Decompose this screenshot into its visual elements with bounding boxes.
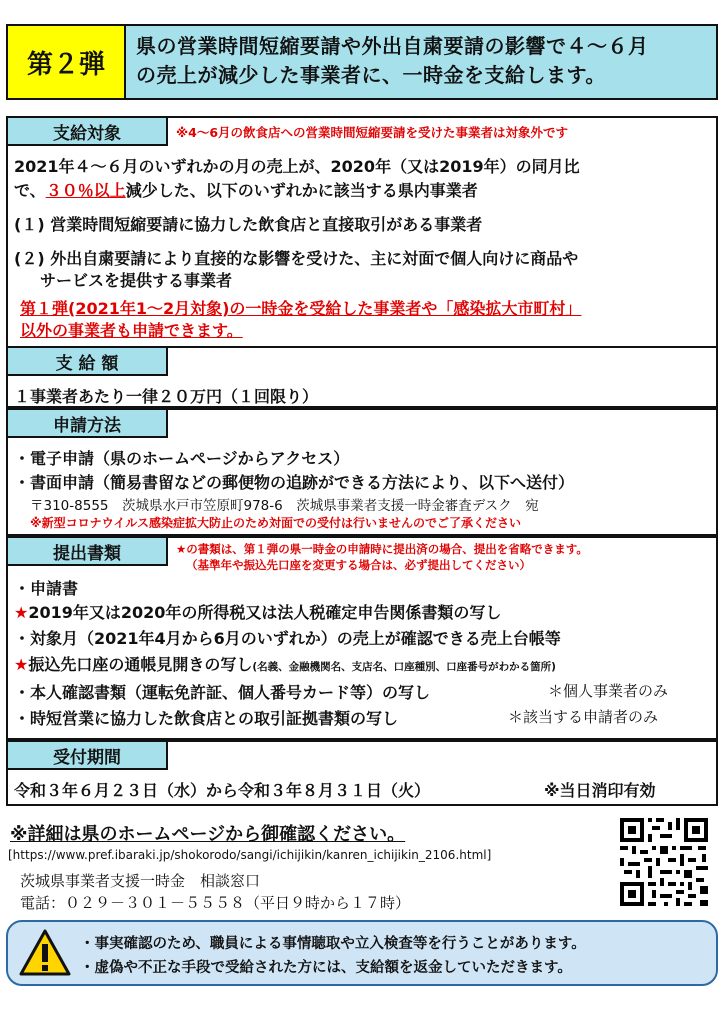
amount-text: １事業者あたり一律２０万円（１回限り） xyxy=(14,387,319,406)
amount-section xyxy=(6,346,718,408)
doc-item-application: ・申請書 xyxy=(14,579,79,598)
doc-item-id-note: ＊個人事業者のみ xyxy=(548,682,669,700)
warning-box xyxy=(6,920,718,986)
method-section xyxy=(6,408,718,536)
period-label: 受付期間 xyxy=(8,742,168,770)
header-banner xyxy=(6,24,718,100)
method-electronic: ・電子申請（県のホームページからアクセス） xyxy=(14,449,350,468)
eligibility-note-line2: 以外の事業者も申請できます。 xyxy=(20,321,243,340)
title-line-2: の売上が減少した事業者に、一時金を支給します。 xyxy=(136,63,606,87)
documents-note-2: （基準年や振込先口座を変更する場合は、必ず提出してください） xyxy=(186,558,531,572)
eligibility-note-line1: 第１弾(2021年1～2月対象)の一時金を受給した事業者や「感染拡大市町村」 xyxy=(20,299,582,318)
contact-phone: 電話：０２９－３０１－５５５８（平日９時から１７時） xyxy=(20,894,411,912)
period-section xyxy=(6,740,718,806)
documents-note-1: ★の書類は、第１弾の県一時金の申請時に提出済の場合、提出を省略できます。 xyxy=(176,542,588,556)
period-postmark-note: ※当日消印有効 xyxy=(544,781,656,800)
star-icon: ★ xyxy=(14,603,29,622)
target-item-2-line1: (２) 外出自粛要請により直接的な影響を受けた、主に対面で個人向けに商品や xyxy=(14,249,579,268)
target-exclusion-note: ※4～6月の飲食店への営業時間短縮要請を受けた事業者は対象外です xyxy=(176,125,569,140)
target-condition-line1: 2021年４～６月のいずれかの月の売上が、2020年（又は2019年）の同月比 xyxy=(14,157,580,176)
qr-code-icon[interactable] xyxy=(618,816,710,908)
warning-icon xyxy=(18,928,72,978)
star-icon: ★ xyxy=(14,655,29,674)
target-condition-line2: で、３０％以上減少した、以下のいずれかに該当する県内事業者 xyxy=(14,181,478,200)
reduction-rate: ３０％以上 xyxy=(45,181,126,200)
method-label: 申請方法 xyxy=(8,410,168,438)
amount-label: 支 給 額 xyxy=(8,348,168,376)
phase-badge: 第２弾 xyxy=(8,26,126,98)
doc-item-id: ・本人確認書類（運転免許証、個人番号カード等）の写し xyxy=(14,683,431,702)
target-item-2-line2: サービスを提供する事業者 xyxy=(40,271,233,290)
doc-item-sales-ledger: ・対象月（2021年4月から6月のいずれか）の売上が確認できる売上台帳等 xyxy=(14,629,561,648)
warning-line-2: ・虚偽や不正な手段で受給された方には、支給額を返金していただきます。 xyxy=(80,960,572,976)
documents-label: 提出書類 xyxy=(8,538,168,566)
doc-item-tax: ★2019年又は2020年の所得税又は法人税確定申告関係書類の写し xyxy=(14,603,502,622)
method-paper: ・書面申請（簡易書留などの郵便物の追跡ができる方法により、以下へ送付） xyxy=(14,473,575,492)
target-section xyxy=(6,116,718,348)
title-line-1: 県の営業時間短縮要請や外出自粛要請の影響で４～６月 xyxy=(136,34,649,58)
website-url[interactable]: [https://www.pref.ibaraki.jp/shokorodo/sangi/ichijikin/kanren_ichijikin_2106.html] xyxy=(8,848,492,862)
doc-item-transaction-note: ＊該当する申請者のみ xyxy=(508,708,659,726)
mailing-address: 〒310-8555 茨城県水戸市笠原町978-6 茨城県事業者支援一時金審査デスク 宛 xyxy=(30,498,539,514)
contact-name: 茨城県事業者支援一時金 相談窓口 xyxy=(20,872,261,890)
page-title xyxy=(136,32,716,90)
period-text: 令和３年６月２３日（水）から令和３年８月３１日（火） xyxy=(14,781,431,800)
doc-item-bankbook: ★振込先口座の通帳見開きの写し(名義、金融機関名、支店名、口座種別、口座番号がわかる箇所) xyxy=(14,655,556,674)
target-label: 支給対象 xyxy=(8,118,168,146)
method-covid-note: ※新型コロナウイルス感染症拡大防止のため対面での受付は行いませんのでご了承ください xyxy=(30,516,521,530)
details-notice: ※詳細は県のホームページから御確認ください。 xyxy=(10,824,406,845)
warning-line-1: ・事実確認のため、職員による事情聴取や立入検査等を行うことがあります。 xyxy=(80,936,586,952)
documents-section xyxy=(6,536,718,740)
target-item-1: (１) 営業時間短縮要請に協力した飲食店と直接取引がある事業者 xyxy=(14,215,483,234)
doc-item-transaction: ・時短営業に協力した飲食店との取引証拠書類の写し xyxy=(14,709,399,728)
